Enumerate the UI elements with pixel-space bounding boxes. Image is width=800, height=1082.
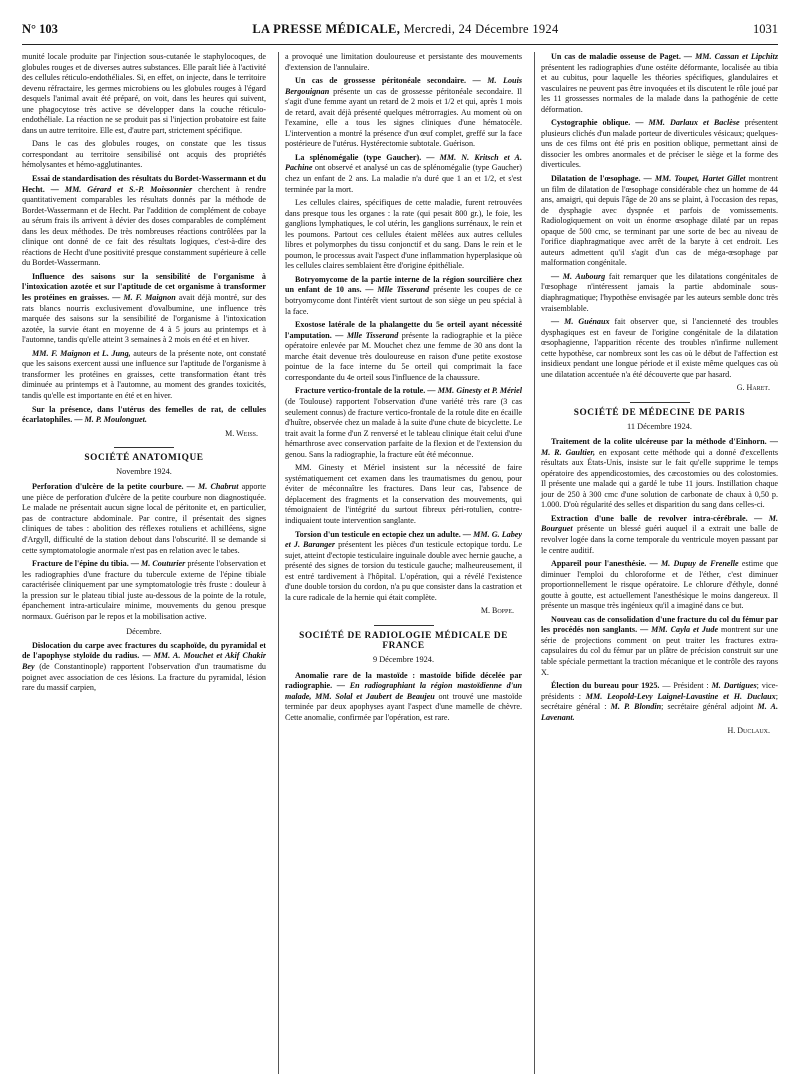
signature: H. Duclaux. [727,726,770,736]
abstract-text: — Président : [659,681,712,691]
session-date: 11 Décembre 1924. [627,421,692,431]
column-2 [278,52,522,1074]
abstract-authors: — M. Louis Bergouignan [285,76,522,96]
abstract-colitis [541,437,778,511]
abstract-botryomycoma [285,275,522,317]
abstract-text: apporte une pièce de perforation d'ulcère de la petite courbure non diagnostiquée. Le malade ne présentait aucun signe local de péritonite et, en particulier, pas de contracture abdominale. Par contre, il présentait des signes cliniques de tabes : abolition des réflexes rotuliens et achilléens, signe d'Argyll, difficulté de la station debout dans l'obscurité. Il se demande si cette symptomatologie anormale n'est pas en relation avec le tabes. [22,482,266,555]
abstract-paget [541,52,778,115]
paragraph [541,272,778,314]
abstract-title: Traitement de la colite ulcéreuse par la méthode d'Einhorn. [551,437,767,447]
paragraph: munité locale produite par l'injection sous-cutanée le staphylocoques, de globules rouges et de diverses autres substances. Elle paraît liée à l'activité des cellules réticulo-endothéliales. Si, en effet, on injecte, dans le territoire devenu réfractaire, les germes microbiens ou les globules rouges à l'égard desquels l'animal avait été préparé, on voit, dans les heures qui suivent, une phagocytose très active se développer dans la couche réticulo-endothéliale. La réaction ne se produit pas si l'injection probatoire est faite dans un autre territoire. Elle est, d'autre part, strictement spécifique. [22,52,266,135]
abstract-text: auteurs de la présente note, ont constaté que les saisons exercent aussi une influence sur l'aptitude de l'organisme à transformer les protéines en graisses, cette transformation étant très diminuée au printemps et à l'automne, au moment des grandes toxicités, tandis qu'elle est importante en été et en hiver. [22,348,266,400]
abstract-text: présentent plusieurs clichés d'un malade porteur de diverticules vésicaux; quelques-uns de ces films ont été pris en position oblique, permettant ainsi de dissocier les ombres anormales et de préciser le siège et la forme des diverticules. [541,118,778,170]
abstract-title: Fracture de l'épine du tibia. [32,559,129,569]
divider [374,625,434,626]
paragraph: a provoqué une limitation douloureuse et persistante des mouvements d'extension de l'annulaire. [285,52,522,72]
abstract-bordet-wassermann [22,174,266,269]
month-subheading: Décembre. [126,627,162,637]
journal-masthead [252,22,558,37]
abstract-title: Fracture vertico-frontale de la rotule. [295,386,426,396]
abstract-text: ; vice-présidents : [541,681,778,701]
abstract-authors: — M. F. Maignon [112,293,176,303]
abstract-authors: — Mlle Tisserand [365,285,430,295]
abstract-text: présentent les pièces d'un testicule ectopique tordu. Le sujet, atteint d'ectopie testiculaire inguinale double avec hernie gauche, a présenté des signes de torsion du testicule gauche; malheureusement, il est entré tardivement à l'hôpital. L'opération, qui a révélé l'existence d'une double torsion du cordon, n'a pu que consister dans la castration et la cure radicale de la hernie qui était complète. [285,540,522,602]
page-header [22,22,778,45]
abstract-authors: M. A. Lavenant. [541,702,778,722]
abstract-authors: — M. Dupuy de Frenelle [649,559,739,569]
abstract-authors: — M. Guénaux [551,317,610,327]
article-columns [22,52,778,1074]
paragraph [541,317,778,380]
signature: M. Boppe. [480,606,514,616]
abstract-text: ont observé et analysé un cas de splénomégalie (type Gaucher) chez un enfant de 2 ans. La maladie n'a duré que 1 an et 1/2, et s'est terminée par la mort. [285,163,522,194]
abstract-text: en exposant cette méthode qui a donné d'excellents résultats aux États-Unis, insiste sur le fait qu'elle supprime le temps opératoire des appendicostomies, des cæcostomies ou des colostomies. Il présente une malade qui a gardé le tube 11 jours. Instillation chaque jour de 250 à 300 cmc d'une solution de carbonate de chaux à 0,50 p. 1.000. D'où régularité des selles et disparition du sang dans celles-ci. [541,447,778,510]
issue-number: N° 103 [22,22,58,36]
abstract-text: présente l'observation et les radiographies d'une fracture du tubercule externe de l'épine tibiale caractérisée cliniquement par une symptomatologie très fruste : douleur à la pression sur le plateau tibial juste au-dessous de la pointe de la rotule, épanchement intra-articulaire minime, mouvements du genou presque normaux. Guérison par le repos et la mobilisation active. [22,559,266,621]
abstract-authors: — En radiographiant la région mastoïdienne d'un malade, MM. Solal et Jaubert de Beaujeu [285,681,522,701]
abstract-text: cherchent à rendre quantitativement comparables les résultats donnés par la méthode de Bordet-Wassermann et de Hecht. Par l'addition de complément de cobaye au sérum frais ils arrivent à dévier des doses comparables de complément dans les deux méthodes. De très nombreuses réactions contrôlées par la clinique ont donné de ce fait des résultats logiques, c'est-à-dire des réactions de Hecht d'une positivité presque constamment supérieure à celle du Bordet-Wassermann. [22,184,266,268]
abstract-ecarlatophiles [22,405,266,426]
abstract-title: Un cas de maladie osseuse de Paget. [551,52,681,61]
abstract-carpus [22,641,266,694]
abstract-ulcer [22,482,266,556]
abstract-title: La splénomégalie (type Gaucher). [295,152,422,162]
abstract-text: ont trouvé une mastoïde terminée par deux apophyses ayant l'aspect d'une mamelle de chèvre. Cette anomalie, confirmée par l'opération, est rare. [285,691,522,722]
abstract-text: présente un blessé guéri auquel il a extrait une balle de revolver logée dans la corne temporale du ventricule moyen passant par le centre auditif. [541,524,778,555]
abstract-title: Dilatation de l'œsophage. [551,174,641,184]
column-1 [22,52,266,1074]
abstract-text: estime que diminuer l'emploi du chloroforme et de l'éther, c'est diminuer proportionnellement le risque opératoire. Le chlorure d'éthyle, donné goutte à goutte, est actuellement l'anesthésique le moins dangereux. Il présente un masque très ingénieux qu'il a imaginé dans ce but. [541,559,778,611]
society-heading [22,447,266,477]
society-name: SOCIÉTÉ DE MÉDECINE DE PARIS [573,407,746,418]
abstract-text: montrent sur une série de projections comment on peut traiter les fractures extra-capsulaires du col du fémur par un plâtre de précision construit sur une table spéciale permettant la traction mécanique et le contrôle des rayons X. [541,625,778,677]
abstract-authors: — MM. A. Mouchet et Akif Chakir Bey [22,651,266,671]
abstract-authors: — M. P. Moulonguet. [74,415,147,425]
abstract-femur [541,615,778,678]
abstract-title: Botryomycome de la partie interne de la région sourcilière chez un enfant de 10 ans. [285,274,522,295]
paragraph: MM. Ginesty et Mériel insistent sur la nécessité de faire systématiquement cet examen dans les traumatismes du genou, pour éviter de méconnaître les fractures. Dans leur cas, l'absence de déplacement des fragments et la conservation des mouvements, qui témoignaient de l'intégrité du surtout fibreux péri-rotulien, contre-indiquaient toute intervention sanglante. [285,463,522,525]
abstract-authors: — M. R. Gaultier, [541,437,778,457]
abstract-patella [285,386,522,460]
abstract-tibia [22,559,266,622]
signature: G. Haret. [736,383,770,393]
abstract-authors: — MM. Darlaux et Baclèse [635,118,740,128]
abstract-authors: — MM. Toupet, Hartet Gillet [643,174,746,184]
column-3 [534,52,778,1074]
divider [114,447,174,448]
abstract-text: montrent un film de dilatation de l'œsophage considérable chez un homme de 44 ans, amaigri, qui depuis l'âge de 20 ans se plaint, à l'occasion des repas, de dysphagie avec dyspnée et parfois de vomissements. Radiologiquement on voit un énorme œsophage dilaté par un repas opaque de 500 cmc, se terminant par une sorte de bec au niveau de l'orifice diaphragmatique avec arrêt de la baryte à cet endroit. Les auteurs admettent qu'il s'agit d'un cas de méga-œsophage par malformation congénitale. [541,174,778,268]
abstract-text: présente la radiographie et la pièce opératoire enlevée par M. Mouchet chez une femme de 30 ans dont la marche était devenue très douloureuse en raison d'une petite exostose pointue de la face interne du 5e orteil qui comprimait la face correspondante du 4e orteil sous l'influence de la chaussure. [285,330,522,382]
abstract-text: ; secrétaire général : [541,691,778,712]
abstract-title: Sur la présence, dans l'utérus des femelles de rat, de cellules écarlatophiles. [22,404,266,425]
abstract-authors: — M. Couturier [130,559,186,569]
abstract-title: Exostose latérale de la phalangette du 5e orteil ayant nécessité l'amputation. [285,320,522,340]
abstract-title: Extraction d'une balle de revolver intra-cérébrale. [551,513,748,523]
abstract-authors: — Mlle Tisserand [335,330,399,340]
abstract-text: présente un cas de grossesse péritonéale secondaire. Il s'agit d'une femme ayant un retard de 2 mois et 1/2 et qui, après 1 mois de retard, avait déjà présenté quelques métrorragies. Au moment où on l'examine, elle a tous les signes cliniques d'une hématocèle. L'intervention a montré la présence d'un œuf complet, greffé sur la face postérieure de l'utérus. Hystérectomie subtotale. Guérison. [285,86,522,149]
abstract-title: Élection du bureau pour 1925. [551,681,660,691]
abstract-bullet [541,514,778,556]
paragraph: Dans le cas des globules rouges, on constate que les tissus correspondant au territoire sensibilisé ont acquis des propriétés hémolysantes et hémo-agglutinantes. [22,139,266,170]
abstract-seasons [22,272,266,346]
abstract-mastoid [285,671,522,724]
abstract-exostosis [285,320,522,383]
divider [630,402,690,403]
society-heading [541,402,778,432]
abstract-title: Un cas de grossesse péritonéale secondaire. [295,76,467,86]
abstract-authors: — MM. Gérard et S.-P. Moissonnier [50,184,193,194]
abstract-authors: — M. Chabrut [186,482,239,492]
abstract-authors: MM. F. Maignon et L. Jung, [32,348,131,358]
abstract-authors: — MM. N. Kritsch et A. Pachine [285,152,522,173]
abstract-text: fait remarquer que les dilatations congénitales de l'œsophage n'intéressent jamais la partie abdominale sous-diaphragmatique; l'hypothèse envisagée par les auteurs semble donc très vraisemblable. [541,271,778,313]
journal-title: LA PRESSE MÉDICALE, [252,22,401,36]
abstract-title: Nouveau cas de consolidation d'une fracture du col du fémur par les procédés non sanglants. [541,614,778,635]
abstract-title: Essai de standardisation des résultats du Bordet-Wassermann et du Hecht. [22,174,266,194]
abstract-text: avait déjà montré, sur des rats blancs nourris exclusivement d'ovalbumine, une influence très marquée des saisons sur la sensibilité de l'organisme à l'intoxication azotée, la survie étant en moyenne de 4 à 5 jours au printemps et à l'automne, tandis qu'elle atteint 3 semaines à 2 mois en été et en hiver. [22,293,266,345]
abstract-authors: M. Dartigues [711,681,757,691]
abstract-title: Appareil pour l'anesthésie. [551,559,647,569]
abstract-title: Cystographie oblique. [551,118,631,128]
abstract-text: ; secrétaire général adjoint [661,702,758,712]
abstract-authors: — MM. Cayla et Jude [640,625,719,635]
abstract-authors: — MM. G. Labey et J. Baranger [285,529,522,550]
abstract-splenomegaly [285,153,522,195]
signature: M. Weiss. [225,428,258,438]
abstract-title: Anomalie rare de la mastoïde : mastoïde bifide décelée par radiographie. [285,670,522,691]
paragraph [22,349,266,402]
session-date: Novembre 1924. [116,466,172,476]
abstract-title: Torsion d'un testicule en ectopie chez un adulte. [295,529,461,539]
abstract-authors: — MM. Ginesty et P. Mériel [427,386,522,396]
abstract-text: fait observer que, si l'ancienneté des troubles dysphagiques est en faveur de l'origine congénitale de la dilatation œsophagienne, l'apparition récente des troubles n'infirme nullement cette hypothèse, car nombreux sont les cas où le début de l'affection est insidieux pendant une longue période et il existe même quelques cas où une dilatation accentuée n'a été découverte que par hasard. [541,317,778,379]
abstract-text: présentent les radiographies d'une ostéite déformante, localisée au tibia et au cubitus, pour laquelle les théories spécifiques, glandulaires et vasculaires ne peuvent pas être invoquées et ils discutent le rôle joué par les 11 grossesses normales de la malade dans la pathogénie de cette déformation. [541,62,778,114]
abstract-oesophagus [541,174,778,269]
paragraph: Les cellules claires, spécifiques de cette maladie, furent retrouvées dans presque tous les organes : la rate (qui pesait 800 gr.), le foie, les ganglions lymphatiques, le col utérin, les ganglions surrénaux, le rein et les poumons. Partout ces cellules étaient mêlées aux autres cellules libres et polymorphes du tissu conjonctif et du sang. Dans le rein et le poumon, le processus avait l'aspect d'une inflammation hyperplasique où les cellules claires semblaient être d'origine épithéliale. [285,198,522,271]
abstract-title: Dislocation du carpe avec fractures du scaphoïde, du pyramidal et de l'apophyse styloïde du radius. [22,640,266,661]
abstract-title: Perforation d'ulcère de la petite courbure. [32,482,184,492]
page-number: 1031 [753,22,778,36]
abstract-cystography [541,118,778,171]
society-name: SOCIÉTÉ DE RADIOLOGIE MÉDICALE DE FRANCE [299,630,508,652]
abstract-text: présente les coupes de ce botryomycome dont l'intérêt vient surtout de son siège un peu spécial à la face. [285,285,522,316]
abstract-anesthesia [541,559,778,612]
abstract-title: Influence des saisons sur la sensibilité de l'organisme à l'intoxication azotée et sur l'aptitude de cet organisme à transformer les protéines en graisses. [22,271,266,303]
abstract-authors: — M. Bourguet [541,513,778,534]
society-heading [285,625,522,666]
abstract-authors: — MM. Cassan et Lipchitz [683,52,778,61]
session-date: 9 Décembre 1924. [372,654,435,664]
society-name: SOCIÉTÉ ANATOMIQUE [84,453,204,464]
abstract-text: (de Constantinople) rapportent l'observation d'un traumatisme du poignet avec association de ces lésions. La fracture du pyramidal, lésion rare du massif carpien, [22,661,266,693]
abstract-authors: MM. Leopold-Levy Laignel-Lavastine et H. Duclaux [585,691,776,701]
abstract-text: (de Toulouse) rapportent l'observation d'une variété très rare (3 cas seulement connus) de fracture vertico-frontale de la rotule dite en écaille d'huître, observée chez un malade à la suite d'une chute de bicyclette. Le trait avait la forme d'un Z renversé et le tableau clinique était celui d'une hémarthrose avec conservation parfaite de la flexion et de l'extension du genou. Sans la radiographie, la fracture eût été méconnue. [285,396,522,459]
abstract-pregnancy [285,76,522,150]
abstract-authors: — M. Aubourg [551,271,606,281]
abstract-election [541,681,778,723]
abstract-testicle [285,530,522,604]
issue-date: Mercredi, 24 Décembre 1924 [403,22,559,36]
abstract-authors: M. P. Blondin [610,702,662,712]
